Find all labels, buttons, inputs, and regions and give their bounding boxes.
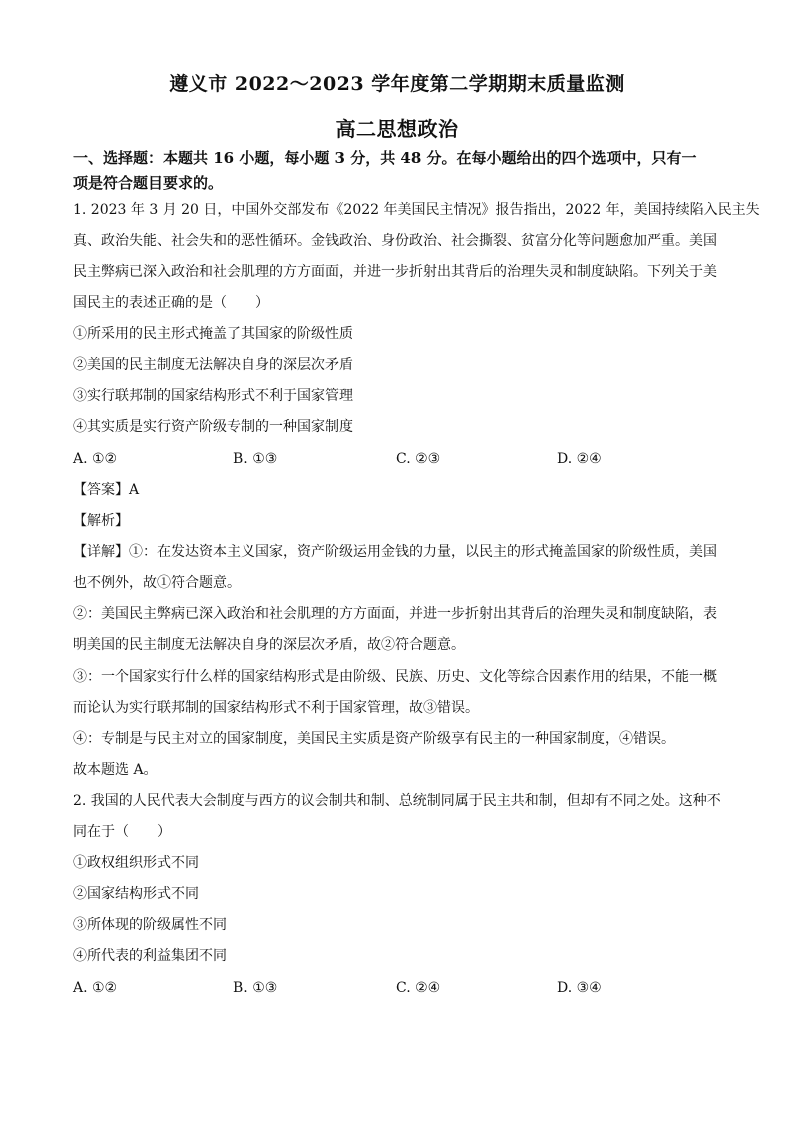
q1-statement: ②美国的民主制度无法解决自身的深层次矛盾 — [73, 357, 353, 373]
exam-subtitle: 高二思想政治 — [335, 117, 459, 141]
q2-option-b: B. ①③ — [233, 980, 278, 996]
q2-option-a: A. ①② — [73, 980, 118, 996]
q2-option-c: C. ②④ — [396, 980, 441, 996]
q2-statement: ②国家结构形式不同 — [73, 886, 199, 902]
q2-option-d: D. ③④ — [557, 980, 602, 996]
q1-option-c: C. ②③ — [396, 451, 441, 467]
exam-title: 遵义市 2022～2023 学年度第二学期期末质量监测 — [169, 73, 625, 95]
q1-detail-line: 故本题选 A。 — [73, 762, 158, 778]
q2-statement: ③所体现的阶级属性不同 — [73, 917, 227, 933]
q1-detail-line: ②：美国民主弊病已深入政治和社会肌理的方方面面，并进一步折射出其背后的治理失灵和制度缺陷，表 — [73, 606, 717, 622]
q1-answer: 【答案】A — [73, 482, 140, 498]
q1-statement: ④其实质是实行资产阶级专制的一种国家制度 — [73, 419, 353, 435]
q1-stem-line: 国民主的表述正确的是（ ） — [73, 295, 269, 311]
q1-detail-line: 【详解】①：在发达资本主义国家，资产阶级运用金钱的力量，以民主的形式掩盖国家的阶级性质，美国 — [73, 544, 717, 560]
q1-statement: ①所采用的民主形式掩盖了其国家的阶级性质 — [73, 326, 353, 342]
q1-stem-line: 真、政治失能、社会失和的恶性循环。金钱政治、身份政治、社会撕裂、贫富分化等问题愈加严重。美国 — [73, 233, 717, 249]
q1-detail-line: 明美国的民主制度无法解决自身的深层次矛盾，故②符合题意。 — [73, 637, 465, 653]
q1-option-b: B. ①③ — [233, 451, 278, 467]
q1-detail-line: ④：专制是与民主对立的国家制度，美国民主实质是资产阶级享有民主的一种国家制度，④错误。 — [73, 731, 675, 747]
q1-stem-line: 民主弊病已深入政治和社会肌理的方方面面，并进一步折射出其背后的治理失灵和制度缺陷。下列关于美 — [73, 264, 717, 280]
q1-statement: ③实行联邦制的国家结构形式不利于国家管理 — [73, 388, 353, 404]
q1-analysis-label: 【解析】 — [73, 513, 129, 529]
q2-stem-line: 2. 我国的人民代表大会制度与西方的议会制共和制、总统制同属于民主共和制，但却有不同之处。这种不 — [73, 793, 721, 809]
section-heading-line2: 项是符合题目要求的。 — [73, 174, 224, 192]
section-heading-line1: 一、选择题：本题共 16 小题，每小题 3 分，共 48 分。在每小题给出的四个选项中，只有一 — [73, 149, 697, 167]
q1-detail-line: 而论认为实行联邦制的国家结构形式不利于国家管理，故③错误。 — [73, 700, 479, 716]
q1-option-a: A. ①② — [73, 451, 118, 467]
q2-stem-line: 同在于（ ） — [73, 824, 171, 840]
q2-statement: ④所代表的利益集团不同 — [73, 948, 227, 964]
q1-stem-line: 1. 2023 年 3 月 20 日，中国外交部发布《2022 年美国民主情况》报告指出，2022 年，美国持续陷入民主失 — [73, 202, 760, 218]
q1-detail-line: 也不例外，故①符合题意。 — [73, 575, 241, 591]
q1-option-d: D. ②④ — [557, 451, 602, 467]
q2-statement: ①政权组织形式不同 — [73, 855, 199, 871]
q1-detail-line: ③：一个国家实行什么样的国家结构形式是由阶级、民族、历史、文化等综合因素作用的结果，不能一概 — [73, 669, 717, 685]
